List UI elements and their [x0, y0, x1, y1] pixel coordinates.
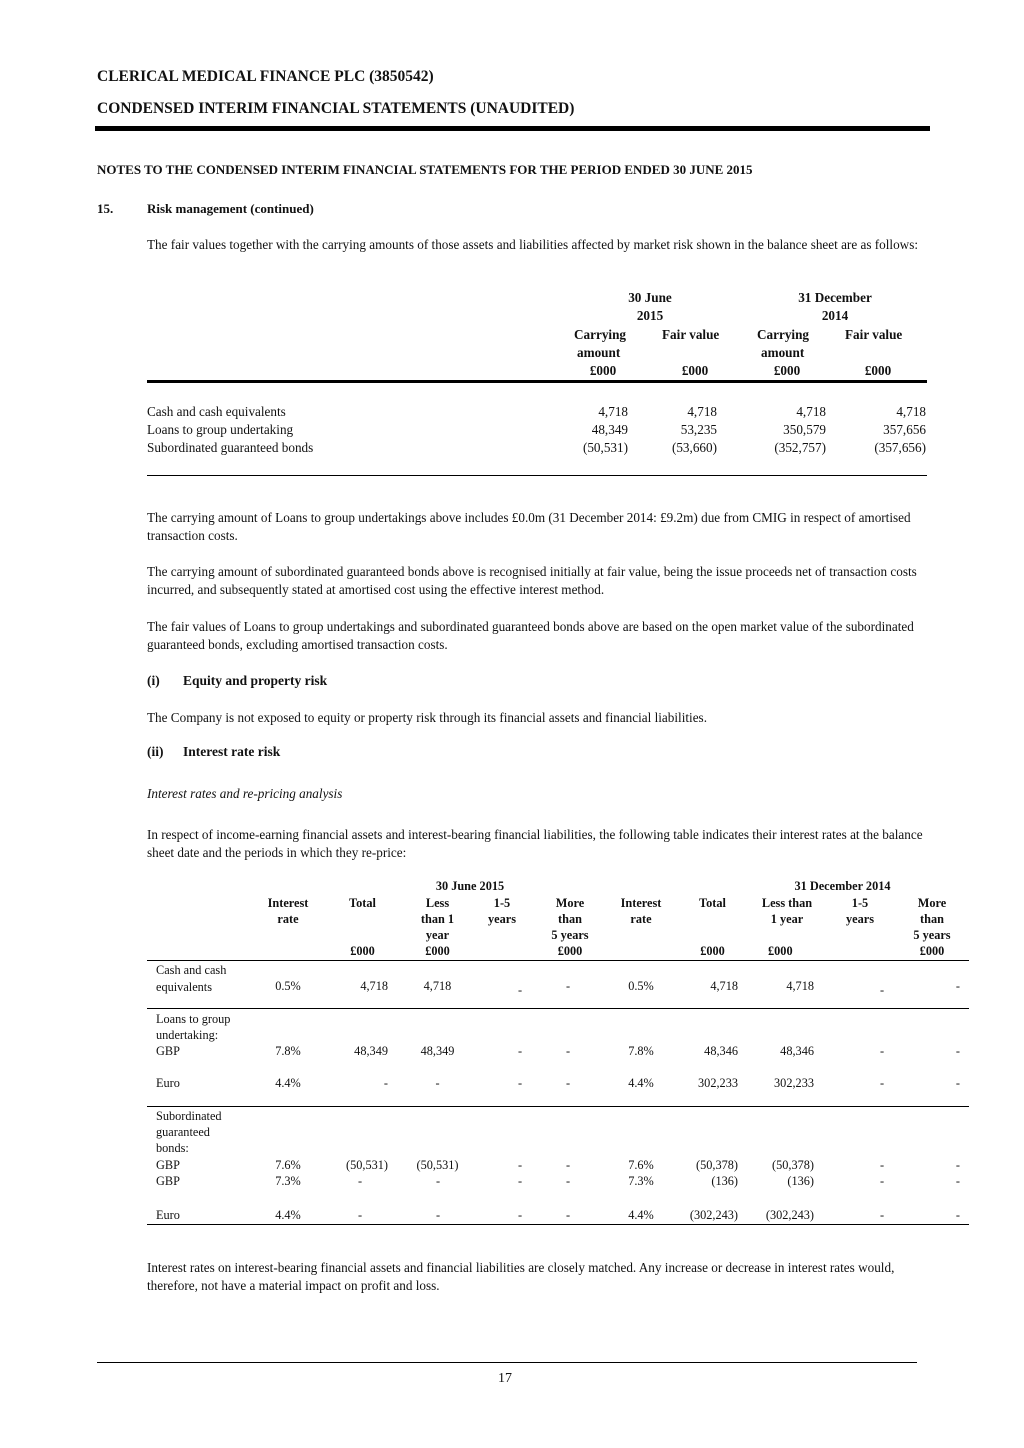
- fv-row-label: Subordinated guaranteed bonds: [147, 440, 314, 455]
- rp-cell: (136): [787, 1174, 814, 1188]
- rp-h6-a: Interest: [620, 896, 662, 910]
- fv-col4-header: Fair value: [845, 327, 903, 342]
- rp-cell: -: [955, 1208, 960, 1222]
- fv-cell: 4,718: [687, 404, 717, 419]
- rp-cell: 4.4%: [275, 1208, 301, 1222]
- rp-cell: -: [435, 1174, 441, 1188]
- rp-cell: 4.4%: [628, 1076, 654, 1090]
- rp-h10-a: More: [917, 896, 947, 910]
- fv-header-rule: [147, 380, 927, 383]
- rp-group-label: Subordinated: [156, 1109, 222, 1123]
- paragraph-fair-values: The fair values of Loans to group undertakings and subordinated guaranteed bonds above are based on the open market value of the subordinated guaranteed bonds, excluding amortised transaction costs.: [147, 619, 914, 652]
- rp-h10-unit: £000: [919, 944, 945, 958]
- rp-cell: 4,718: [360, 979, 388, 993]
- rp-cell: -: [879, 1174, 885, 1188]
- rp-cell: (302,243): [765, 1208, 814, 1222]
- fv-period1-line2: 2015: [636, 308, 664, 323]
- rp-h2-unit: £000: [350, 944, 375, 958]
- rp-group-label: guaranteed: [156, 1125, 210, 1139]
- equity-number: (i): [147, 673, 160, 688]
- rp-cell: 48,349: [420, 1044, 455, 1058]
- rp-cell: 4.4%: [628, 1208, 654, 1222]
- rp-cell: -: [517, 1174, 523, 1188]
- rp-h10-c: 5 years: [913, 928, 951, 942]
- rp-h4-a: 1-5: [493, 896, 511, 910]
- rp-period1: 30 June 2015: [435, 879, 505, 893]
- rp-cell: -: [879, 1208, 885, 1222]
- rp-cell: -: [565, 1044, 571, 1058]
- rp-h8-b: 1 year: [770, 912, 804, 926]
- rp-group-label: Loans to group: [156, 1012, 231, 1026]
- rp-h3-c: year: [425, 928, 450, 942]
- rp-row-label: GBP: [156, 1044, 180, 1058]
- rp-cell: 7.6%: [275, 1158, 301, 1172]
- rp-cell: -: [955, 1174, 960, 1188]
- rp-cell: -: [565, 979, 571, 993]
- rp-row-label: Cash and cash: [156, 963, 227, 977]
- rp-cell: -: [517, 983, 523, 997]
- rp-row-label: Euro: [156, 1076, 180, 1090]
- fv-cell: (352,757): [774, 440, 826, 455]
- fv-cell: (357,656): [874, 440, 926, 455]
- fv-cell: 53,235: [680, 422, 717, 437]
- fv-col3-line1: Carrying: [757, 327, 810, 342]
- fv-col1-line1: Carrying: [574, 327, 627, 342]
- rp-h8-unit: £000: [768, 944, 793, 958]
- fv-row-label: Loans to group undertaking: [147, 422, 294, 437]
- rp-cell: -: [955, 979, 960, 993]
- fv-period2-line2: 2014: [821, 308, 849, 323]
- rp-cell: -: [565, 1158, 571, 1172]
- rp-cell: 4.4%: [275, 1076, 301, 1090]
- rp-h8-a: Less than: [761, 896, 813, 910]
- rp-period2: 31 December 2014: [794, 879, 891, 893]
- rp-row-label: GBP: [156, 1174, 180, 1188]
- rp-cell: -: [565, 1174, 571, 1188]
- fv-cell: 357,656: [883, 422, 926, 437]
- company-name: CLERICAL MEDICAL FINANCE PLC (3850542): [97, 68, 434, 85]
- rp-h3-unit: £000: [425, 944, 450, 958]
- rp-h3-a: Less: [425, 896, 450, 910]
- rp-cell: (50,378): [695, 1158, 738, 1172]
- equity-title: Equity and property risk: [183, 673, 328, 688]
- rp-cell: -: [357, 1208, 363, 1222]
- rp-cell: 7.3%: [275, 1174, 301, 1188]
- rp-h2: Total: [349, 896, 376, 910]
- rp-cell: -: [435, 1076, 440, 1090]
- fv-cell: 4,718: [896, 404, 926, 419]
- rp-header-rule: [147, 960, 969, 961]
- header-rule: [95, 126, 930, 131]
- rp-bottom-rule: [147, 1224, 969, 1225]
- fv-cell: 4,718: [796, 404, 826, 419]
- rp-h1-b: rate: [277, 912, 299, 926]
- fv-period2-line1: 31 December: [798, 290, 872, 305]
- rp-cell: -: [357, 1174, 363, 1188]
- interest-title: Interest rate risk: [183, 744, 281, 759]
- fv-period1-line1: 30 June: [628, 290, 672, 305]
- fv-col1-unit: £000: [589, 363, 617, 378]
- paragraph-carrying-bonds: The carrying amount of subordinated guaranteed bonds above is recognised initially at fair value, being the issue proceeds net of transaction costs incurred, and subsequently stated at amortised cost using the effective interest method.: [147, 564, 917, 597]
- rp-cell: 302,233: [774, 1076, 814, 1090]
- footer-rule: [97, 1362, 917, 1363]
- closing-paragraph: Interest rates on interest-bearing financial assets and financial liabilities are closely matched. Any increase or decrease in interest rates would, therefore, not have a material impact on profit and loss.: [147, 1260, 895, 1293]
- fv-cell: (53,660): [671, 440, 717, 455]
- fv-col4-unit: £000: [864, 363, 892, 378]
- page-number: 17: [498, 1371, 512, 1386]
- rp-h3-b: than 1: [420, 912, 455, 926]
- rp-row-label: Euro: [156, 1208, 180, 1222]
- rp-cell: (50,531): [345, 1158, 388, 1172]
- rp-h5-b: than: [558, 912, 582, 926]
- rp-cell: -: [879, 1044, 885, 1058]
- rp-row-rule: [147, 1106, 969, 1107]
- section-number: 15.: [97, 201, 114, 216]
- interest-text: In respect of income-earning financial assets and interest-bearing financial liabilities, the following table indicates their interest rates at the balance sheet date and the periods in which they re-price:: [147, 827, 923, 860]
- rp-cell: -: [517, 1076, 523, 1090]
- rp-h4-b: years: [488, 912, 516, 926]
- section-title: Risk management (continued): [147, 201, 314, 216]
- rp-group-label: undertaking:: [156, 1028, 219, 1042]
- rp-h5-a: More: [555, 896, 585, 910]
- rp-cell: 7.6%: [628, 1158, 654, 1172]
- rp-cell: -: [955, 1044, 960, 1058]
- rp-cell: -: [517, 1208, 523, 1222]
- fv-col3-line2: amount: [761, 345, 805, 360]
- fv-col2-header: Fair value: [662, 327, 720, 342]
- rp-cell: 7.8%: [628, 1044, 654, 1058]
- rp-cell: 4,718: [786, 979, 814, 993]
- rp-cell: 48,346: [704, 1044, 738, 1058]
- rp-cell: 302,233: [698, 1076, 738, 1090]
- fv-cell: (50,531): [582, 440, 628, 455]
- rp-cell: -: [383, 1076, 388, 1090]
- rp-cell: 0.5%: [275, 979, 301, 993]
- rp-cell: 48,346: [780, 1044, 814, 1058]
- rp-cell: 7.8%: [275, 1044, 301, 1058]
- rp-cell: 4,718: [710, 979, 738, 993]
- fv-bottom-rule: [147, 475, 927, 476]
- rp-cell: (50,378): [771, 1158, 814, 1172]
- rp-row-label: GBP: [156, 1158, 180, 1172]
- rp-h5-unit: £000: [557, 944, 583, 958]
- rp-h9-b: years: [846, 912, 874, 926]
- rp-cell: -: [517, 1044, 523, 1058]
- rp-row-rule: [147, 1008, 969, 1009]
- rp-h1-a: Interest: [267, 896, 309, 910]
- equity-text: The Company is not exposed to equity or property risk through its financial assets and financial liabilities.: [147, 710, 707, 725]
- fv-cell: 4,718: [598, 404, 628, 419]
- fv-row-label: Cash and cash equivalents: [147, 404, 286, 419]
- rp-cell: -: [955, 1158, 960, 1172]
- rp-h7: Total: [699, 896, 726, 910]
- rp-h5-c: 5 years: [551, 928, 589, 942]
- fv-col1-line2: amount: [577, 345, 621, 360]
- rp-cell: -: [565, 1208, 571, 1222]
- intro-paragraph: The fair values together with the carrying amounts of those assets and liabilities affected by market risk shown in the balance sheet are as follows:: [147, 237, 918, 252]
- fv-col3-unit: £000: [773, 363, 801, 378]
- rp-cell: -: [517, 1158, 523, 1172]
- rp-cell: 7.3%: [628, 1174, 654, 1188]
- rp-h9-a: 1-5: [851, 896, 869, 910]
- rp-cell: -: [435, 1208, 441, 1222]
- rp-cell: -: [879, 983, 885, 997]
- rp-cell: (302,243): [689, 1208, 738, 1222]
- rp-cell: -: [955, 1076, 960, 1090]
- paragraph-carrying-loans: The carrying amount of Loans to group undertakings above includes £0.0m (31 December 2014: £9.2m) due from CMIG in respect of amortised transaction costs.: [147, 510, 911, 543]
- rp-cell: (136): [711, 1174, 738, 1188]
- rp-cell: 4,718: [423, 979, 452, 993]
- rp-cell: -: [565, 1076, 571, 1090]
- document-title: CONDENSED INTERIM FINANCIAL STATEMENTS (UNAUDITED): [97, 100, 575, 117]
- rp-cell: -: [879, 1158, 885, 1172]
- notes-title: NOTES TO THE CONDENSED INTERIM FINANCIAL STATEMENTS FOR THE PERIOD ENDED 30 JUNE 2015: [97, 162, 753, 177]
- fv-cell: 48,349: [591, 422, 628, 437]
- rp-cell: (50,531): [416, 1158, 459, 1172]
- rp-cell: 48,349: [354, 1044, 388, 1058]
- interest-subtitle: Interest rates and re-pricing analysis: [147, 786, 343, 801]
- interest-number: (ii): [147, 744, 164, 759]
- rp-cell: -: [879, 1076, 885, 1090]
- fv-cell: 350,579: [783, 422, 826, 437]
- fv-col2-unit: £000: [681, 363, 709, 378]
- rp-h6-b: rate: [630, 912, 652, 926]
- rp-cell: 0.5%: [628, 979, 654, 993]
- rp-h10-b: than: [920, 912, 944, 926]
- rp-row-label: equivalents: [156, 980, 213, 994]
- rp-group-label: bonds:: [156, 1141, 189, 1155]
- rp-h7-unit: £000: [700, 944, 725, 958]
